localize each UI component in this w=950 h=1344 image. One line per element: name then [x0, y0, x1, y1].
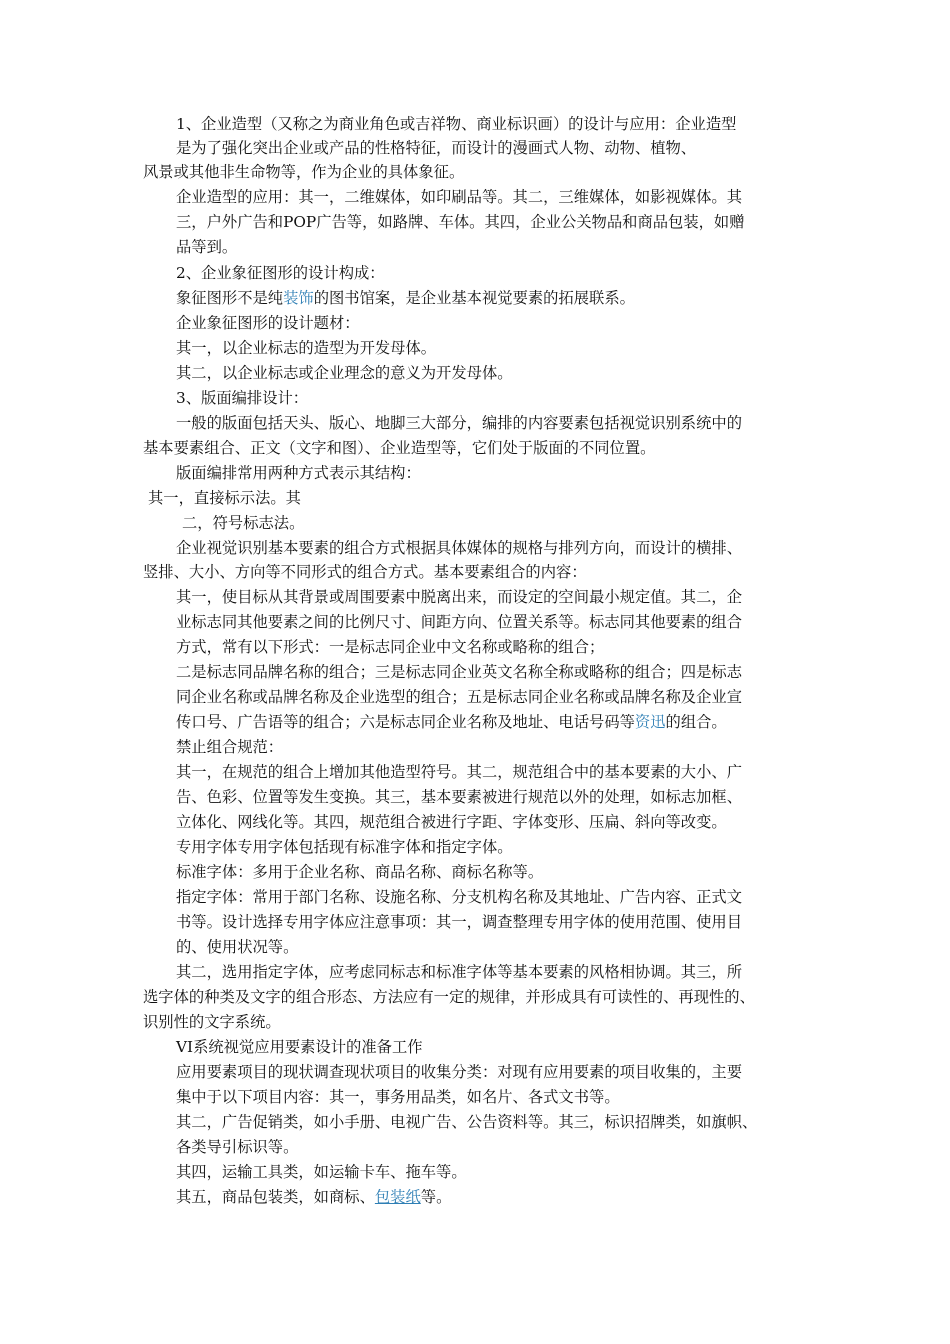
- text-line: 品等到。: [176, 238, 238, 256]
- section-heading: VI系统视觉应用要素设计的准备工作: [176, 1038, 423, 1056]
- text-line: 标准字体：多用于企业名称、商品名称、商标名称等。: [176, 863, 544, 881]
- text-line: 立体化、网线化等。其四，规范组合被进行字距、字体变形、压扁、斜向等改变。: [176, 813, 727, 831]
- text-line: 应用要素项目的现状调查现状项目的收集分类：对现有应用要素的项目收集的，主要: [176, 1063, 742, 1081]
- text-line: 同企业名称或品牌名称及企业选型的组合；五是标志同企业名称或品牌名称及企业宣: [176, 688, 742, 706]
- text-line: 1、企业造型（又称之为商业角色或吉祥物、商业标识画）的设计与应用：企业造型: [176, 115, 737, 133]
- text-line: 其二，广告促销类，如小手册、电视广告、公告资料等。其三，标识招牌类，如旗帜、: [176, 1113, 758, 1131]
- text-line: 版面编排常用两种方式表示其结构：: [176, 464, 421, 482]
- text-line: 风景或其他非生命物等，作为企业的具体象征。: [143, 163, 465, 181]
- text-segment: 的组合。: [665, 713, 727, 731]
- text-line: 方式，常有以下形式：一是标志同企业中文名称或略称的组合；: [176, 638, 605, 656]
- text-line: 识别性的文字系统。: [143, 1013, 281, 1031]
- text-line: 企业视觉识别基本要素的组合方式根据具体媒体的规格与排列方向，而设计的横排、: [176, 539, 742, 557]
- text-line: 三，户外广告和POP广告等，如路牌、车体。其四，企业公关物品和商品包装，如赠: [176, 213, 745, 231]
- text-line: 指定字体：常用于部门名称、设施名称、分支机构名称及其地址、广告内容、正式文: [176, 888, 742, 906]
- text-segment: 传口号、广告语等的组合；六是标志同企业名称及地址、电话号码等: [176, 713, 635, 731]
- text-line: 集中于以下项目内容：其一，事务用品类，如名片、各式文书等。: [176, 1088, 620, 1106]
- text-line: 告、色彩、位置等发生变换。其三，基本要素被进行规范以外的处理，如标志加框、: [176, 788, 742, 806]
- text-line: 其二，以企业标志或企业理念的意义为开发母体。: [176, 364, 513, 382]
- text-line: 选字体的种类及文字的组合形态、方法应有一定的规律，并形成具有可读性的、再现性的、: [143, 988, 755, 1006]
- text-line: 是为了强化突出企业或产品的性格特征，而设计的漫画式人物、动物、植物、: [176, 139, 697, 157]
- text-line: 二，符号标志法。: [182, 514, 305, 532]
- section-heading: 3、版面编排设计：: [176, 389, 309, 407]
- text-segment: 象征图形不是纯: [176, 289, 284, 307]
- text-line: 其四，运输工具类，如运输卡车、拖车等。: [176, 1163, 467, 1181]
- link-info[interactable]: 资迅: [634, 713, 666, 731]
- text-line: 竖排、大小、方向等不同形式的组合方式。基本要素组合的内容：: [143, 563, 587, 581]
- text-segment: 等。: [420, 1188, 452, 1206]
- link-packaging-paper[interactable]: 包装纸: [374, 1188, 421, 1206]
- section-heading: 2、企业象征图形的设计构成：: [176, 264, 385, 282]
- text-line: 书等。设计选择专用字体应注意事项：其一，调查整理专用字体的使用范围、使用目: [176, 913, 742, 931]
- text-line: 企业象征图形的设计题材：: [176, 314, 360, 332]
- text-segment: 其五，商品包装类，如商标、: [176, 1188, 375, 1206]
- text-line: 业标志同其他要素之间的比例尺寸、间距方向、位置关系等。标志同其他要素的组合: [176, 613, 742, 631]
- text-line: [176, 1185, 451, 1209]
- link-decoration[interactable]: 装饰: [283, 289, 314, 307]
- text-line: 其一，在规范的组合上增加其他造型符号。其二，规范组合中的基本要素的大小、广: [176, 763, 742, 781]
- text-line: 其一，以企业标志的造型为开发母体。: [176, 339, 437, 357]
- text-line: 禁止组合规范：: [176, 738, 284, 756]
- text-line: 一般的版面包括天头、版心、地脚三大部分，编排的内容要素包括视觉识别系统中的: [176, 414, 742, 432]
- text-line: [176, 286, 635, 310]
- text-line: 其一，使目标从其背景或周围要素中脱离出来，而设定的空间最小规定值。其二，企: [176, 588, 742, 606]
- text-line: 其一，直接标示法。其: [148, 489, 301, 507]
- text-line: 的、使用状况等。: [176, 938, 299, 956]
- text-segment: 的图书馆案，是企业基本视觉要素的拓展联系。: [313, 289, 635, 307]
- text-line: 各类导引标识等。: [176, 1138, 299, 1156]
- text-line: [176, 710, 727, 734]
- text-line: 企业造型的应用：其一，二维媒体，如印刷品等。其二，三维媒体，如影视媒体。其: [176, 188, 742, 206]
- text-line: 二是标志同品牌名称的组合；三是标志同企业英文名称全称或略称的组合；四是标志: [176, 663, 742, 681]
- text-line: 其二，选用指定字体，应考虑同标志和标准字体等基本要素的风格相协调。其三，所: [176, 963, 742, 981]
- text-line: 基本要素组合、正文（文字和图）、企业造型等，它们处于版面的不同位置。: [143, 439, 656, 457]
- text-line: 专用字体专用字体包括现有标准字体和指定字体。: [176, 838, 513, 856]
